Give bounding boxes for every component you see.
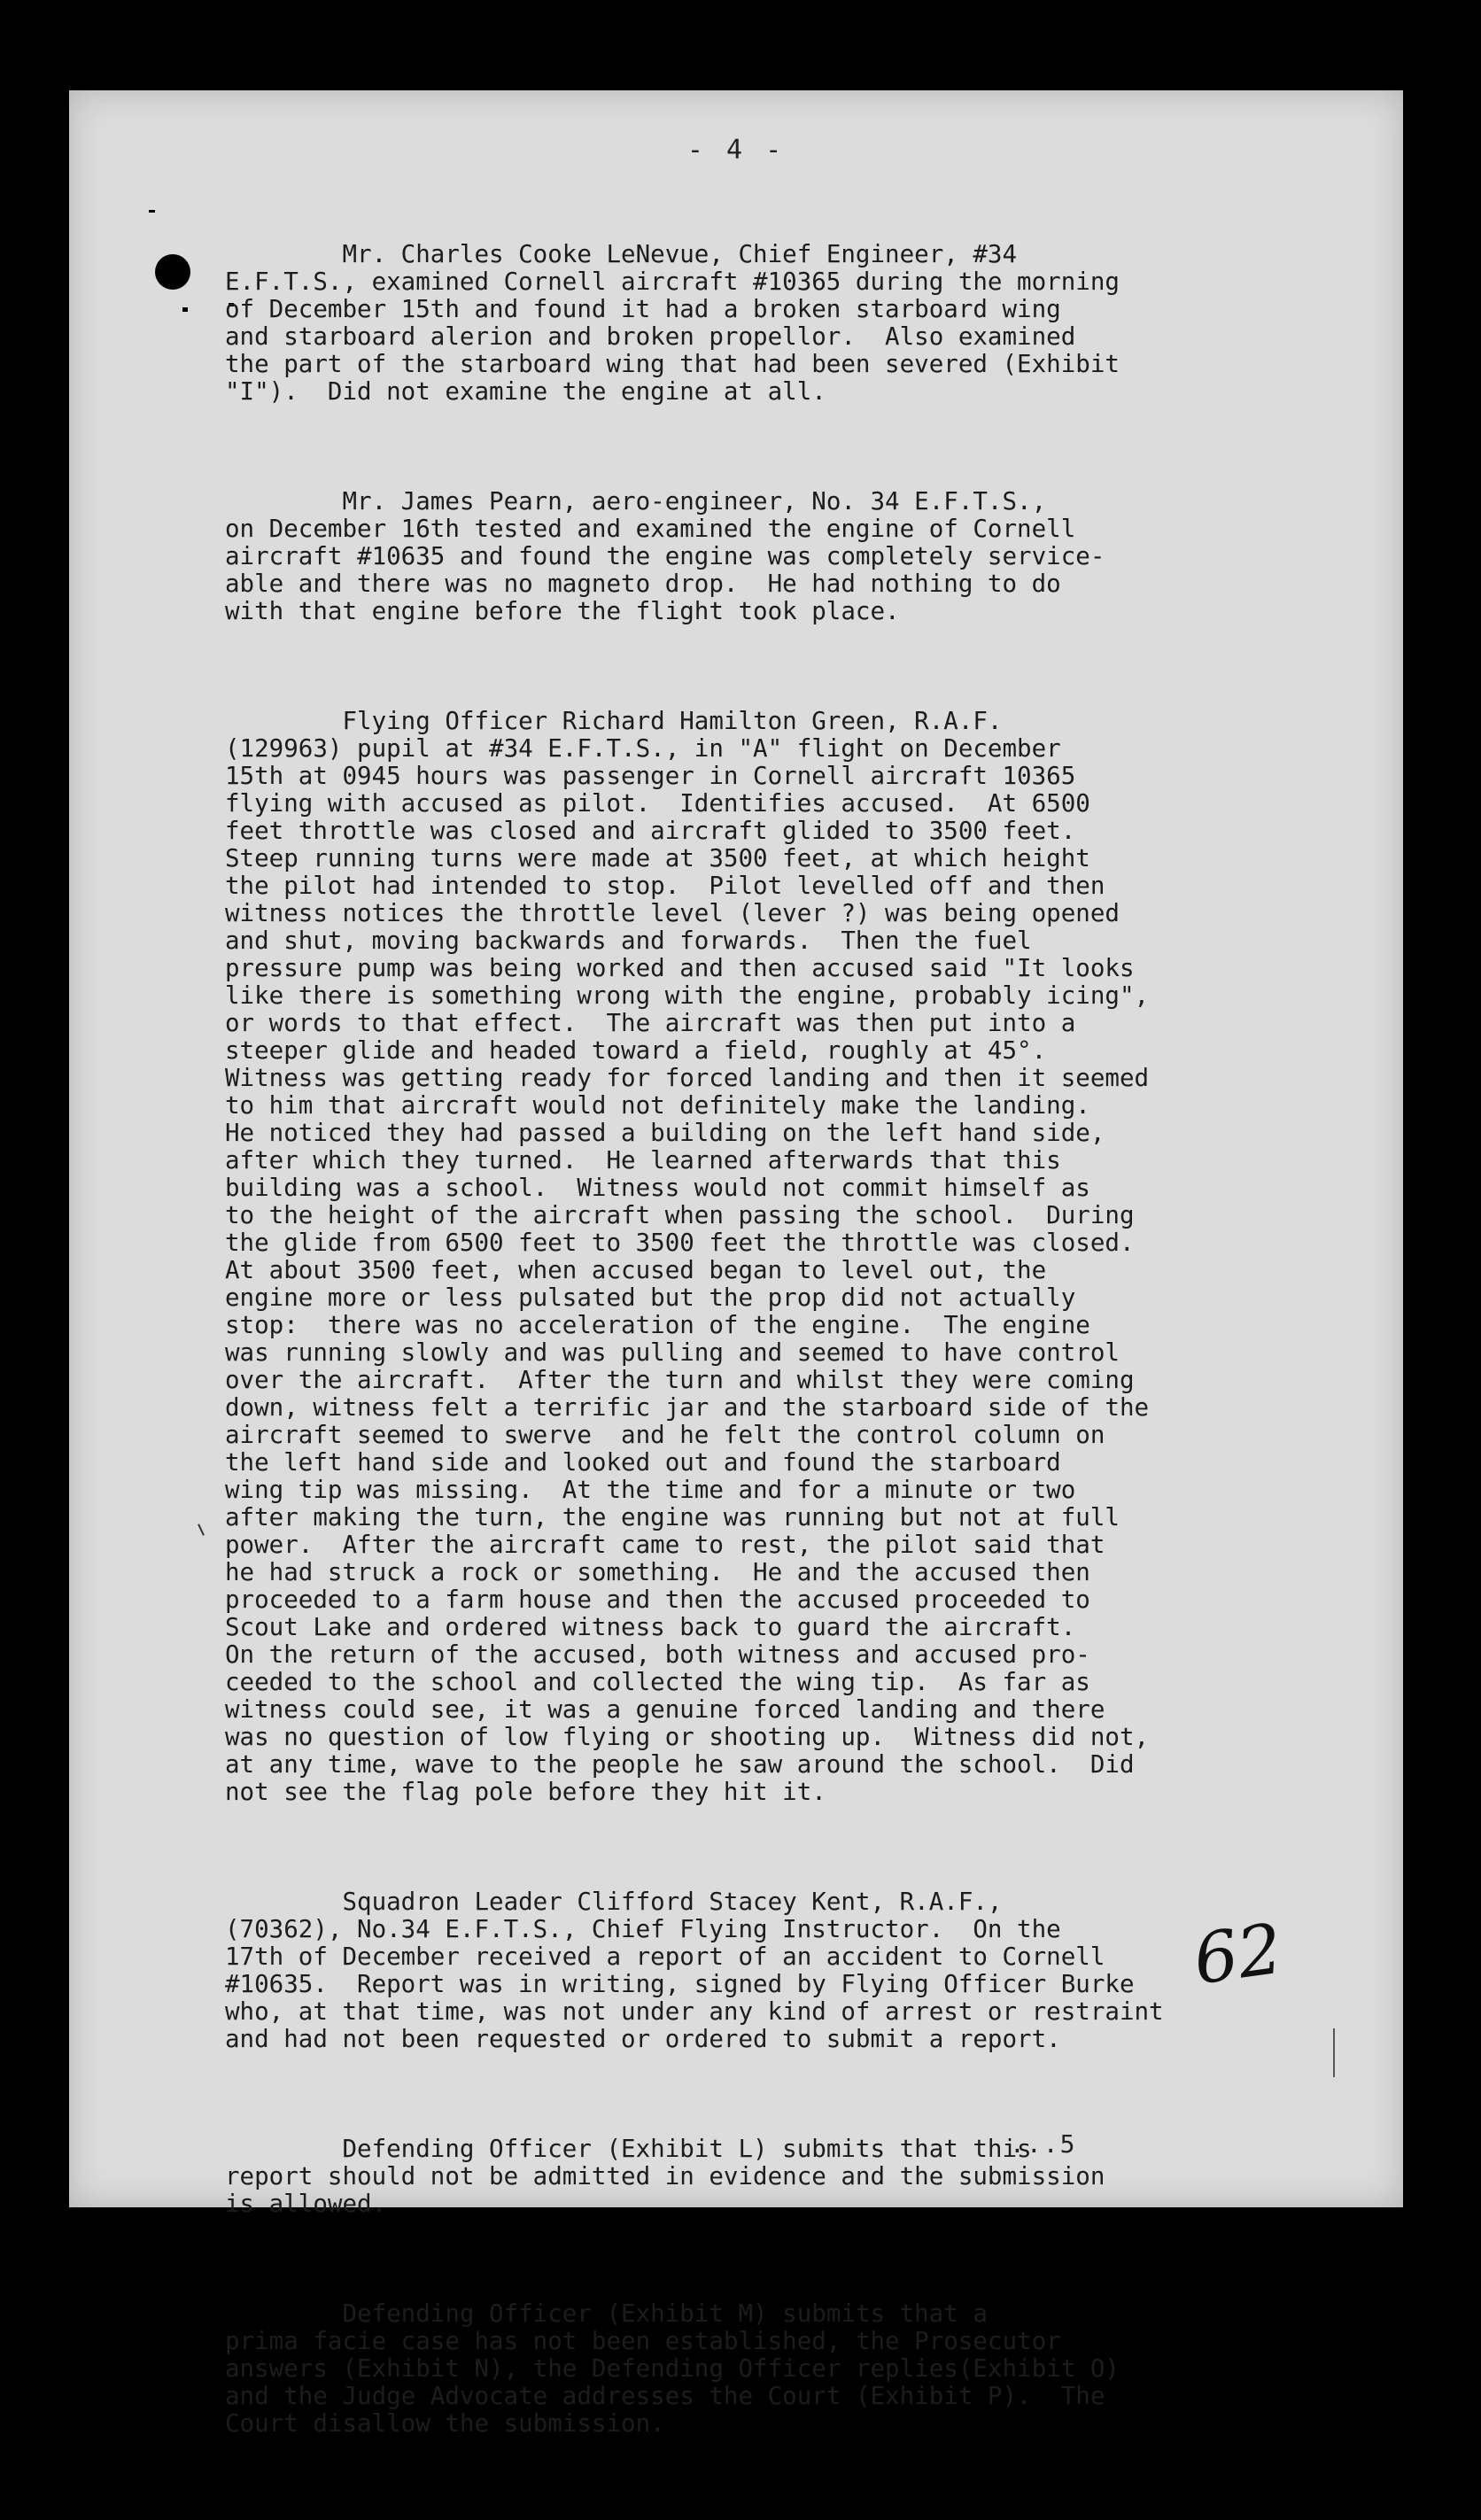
page-number: - 4 - bbox=[686, 135, 786, 166]
punch-hole bbox=[155, 254, 190, 290]
paragraph-pearn: Mr. James Pearn, aero-engineer, No. 34 E.F.T.S., on December 16th tested and examined the engine of Cornell aircraft #10635 and found the engine was completely service- able and there was no magneto drop. He had nothing to do with that engine before the flight took place. bbox=[225, 487, 1105, 625]
document-page bbox=[69, 90, 1403, 2438]
ink-speck bbox=[182, 307, 188, 312]
paragraph-lenevue: Mr. Charles Cooke LeNevue, Chief Engineer, #34 E.F.T.S., examined Cornell aircraft #10365 during the morning of December 15th and found it had a broken starboard wing and starboard alerion and broken propellor. Also examined the part of the starboard wing that had been severed (Exhibit "I"). Did not examine the engine at all. bbox=[225, 240, 1120, 406]
paragraph-exhibit-l: Defending Officer (Exhibit L) submits that this report should not be admitted in evidence and the submission is allowed. bbox=[225, 2135, 1105, 2218]
margin-tick bbox=[198, 1524, 205, 1536]
continuation-marker: ...5 bbox=[1010, 2129, 1077, 2159]
paragraph-exhibit-m: Defending Officer (Exhibit M) submits that a prima facie case has not been established, the Prosecutor answers (Exhibit N), the Defending Officer replies(Exhibit O) and the Judge Advocate addresses the Court (Exhibit P). The Court disallow the submission. bbox=[225, 2299, 1120, 2438]
ink-speck bbox=[149, 210, 155, 213]
document-body bbox=[225, 186, 1376, 2520]
paragraph-green: Flying Officer Richard Hamilton Green, R.A.F. (129963) pupil at #34 E.F.T.S., in "A" flight on December 15th at 0945 hours was passenger in Cornell aircraft 10365 flying with accused as pilot. Identifies accused. At 6500 feet throttle was closed and aircraft glided to 3500 feet. Steep running turns were made at 3500 feet, at which height the pilot had intended to stop. Pilot levelled off and then witness notices the throttle level (lever ?) was being opened and shut, moving backwards and forwards. Then the fuel pressure pump was being worked and then accused said "It looks like there is something wrong with the engine, probably icing", or words to that effect. The aircraft was then put into a steeper glide and headed toward a field, roughly at 45°. Witness was getting ready for forced landing and then it seemed to him that aircraft would not definitely make the landing. He noticed they had passed a building on the left hand side, after which they turned. He learned afterwards that this building was a school. Witness would not commit himself as to the height of the aircraft when passing the school. During the glide from 6500 feet to 3500 feet the throttle was closed. At about 3500 feet, when accused began to level out, the engine more or less pulsated but the prop did not actually stop: there was no acceleration of the engine. The engine was running slowly and was pulling and seemed to have control over the aircraft. After the turn and whilst they were coming down, witness felt a terrific jar and the starboard side of the aircraft seemed to swerve and he felt the control column on the left hand side and looked out and found the starboard wing tip was missing. At the time and for a minute or two after making the turn, the engine was running but not at full power. After the aircraft came to rest, the pilot said that he had struck a rock or something. He and the accused then proceeded to a farm house and then the accused proceeded to Scout Lake and ordered witness back to guard the aircraft. On the return of the accused, both witness and accused pro- ceeded to the school and collected the wing tip. As far as witness could see, it was a genuine forced landing and there was no question of low flying or shooting up. Witness did not, at any time, wave to the people he saw around the school. Did not see the flag pole before they hit it. bbox=[225, 707, 1150, 1806]
paragraph-kent: Squadron Leader Clifford Stacey Kent, R.A.F., (70362), No.34 E.F.T.S., Chief Flying Instructor. On the 17th of December received a report of an accident to Cornell #10635. Report was in writing, signed by Flying Officer Burke who, at that time, was not under any kind of arrest or restraint and had not been requested or ordered to submit a report. bbox=[225, 1888, 1164, 2053]
handwritten-page-note: 62 bbox=[1189, 1909, 1288, 2001]
